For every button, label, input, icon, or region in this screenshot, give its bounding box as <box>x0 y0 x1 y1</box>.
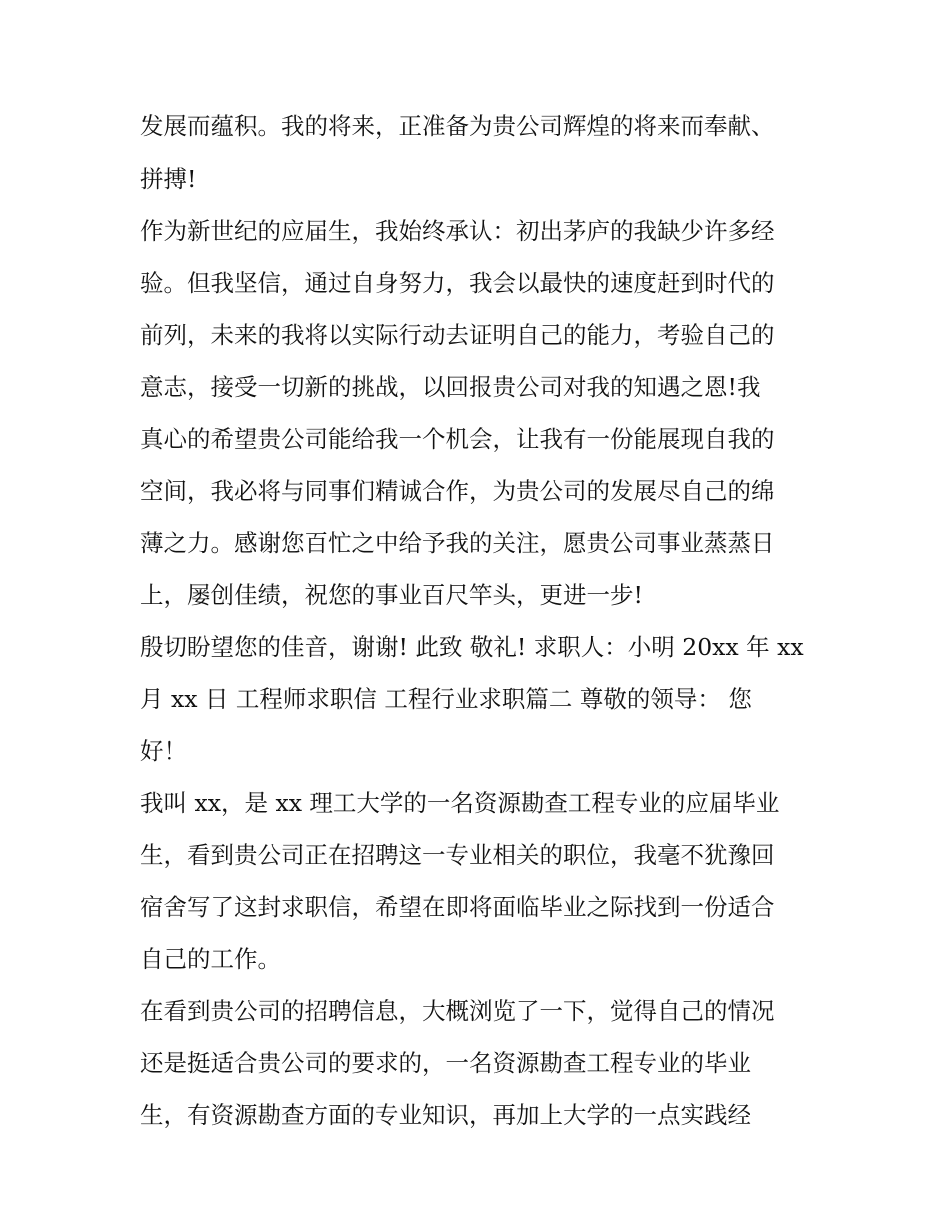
text-line: 上，屡创佳绩，祝您的事业百尺竿头，更进一步! <box>140 581 643 609</box>
text-line: 我叫 xx，是 xx 理工大学的一名资源勘查工程专业的应届毕业 <box>140 789 780 817</box>
text-line: 自己的工作。 <box>140 945 281 973</box>
text-line: 薄之力。感谢您百忙之中给予我的关注，愿贵公司事业蒸蒸日 <box>140 529 775 557</box>
text-line: 宿舍写了这封求职信，希望在即将面临毕业之际找到一份适合 <box>140 893 775 921</box>
text-line: 真心的希望贵公司能给我一个机会，让我有一份能展现自我的 <box>140 425 775 453</box>
text-line: 验。但我坚信，通过自身努力，我会以最快的速度赶到时代的 <box>140 269 775 297</box>
text-line: 拼搏! <box>140 165 197 193</box>
text-line: 作为新世纪的应届生，我始终承认：初出茅庐的我缺少许多经 <box>140 217 775 245</box>
text-line: 发展而蕴积。我的将来，正准备为贵公司辉煌的将来而奉献、 <box>140 112 775 140</box>
text-line: 生，有资源勘查方面的专业知识，再加上大学的一点实践经 <box>140 1101 751 1129</box>
text-line: 月 xx 日 工程师求职信 工程行业求职篇二 尊敬的领导： 您 <box>140 685 752 713</box>
text-line: 在看到贵公司的招聘信息，大概浏览了一下，觉得自己的情况 <box>140 997 775 1025</box>
text-line: 意志，接受一切新的挑战，以回报贵公司对我的知遇之恩!我 <box>140 373 761 401</box>
text-line: 还是挺适合贵公司的要求的，一名资源勘查工程专业的毕业 <box>140 1049 751 1077</box>
text-line: 殷切盼望您的佳音，谢谢! 此致 敬礼! 求职人：小明 20xx 年 xx <box>140 633 804 661</box>
text-line: 好！ <box>140 737 187 765</box>
text-line: 生，看到贵公司正在招聘这一专业相关的职位，我毫不犹豫回 <box>140 841 775 869</box>
text-line: 前列，未来的我将以实际行动去证明自己的能力，考验自己的 <box>140 321 775 349</box>
text-line: 空间，我必将与同事们精诚合作，为贵公司的发展尽自己的绵 <box>140 477 775 505</box>
